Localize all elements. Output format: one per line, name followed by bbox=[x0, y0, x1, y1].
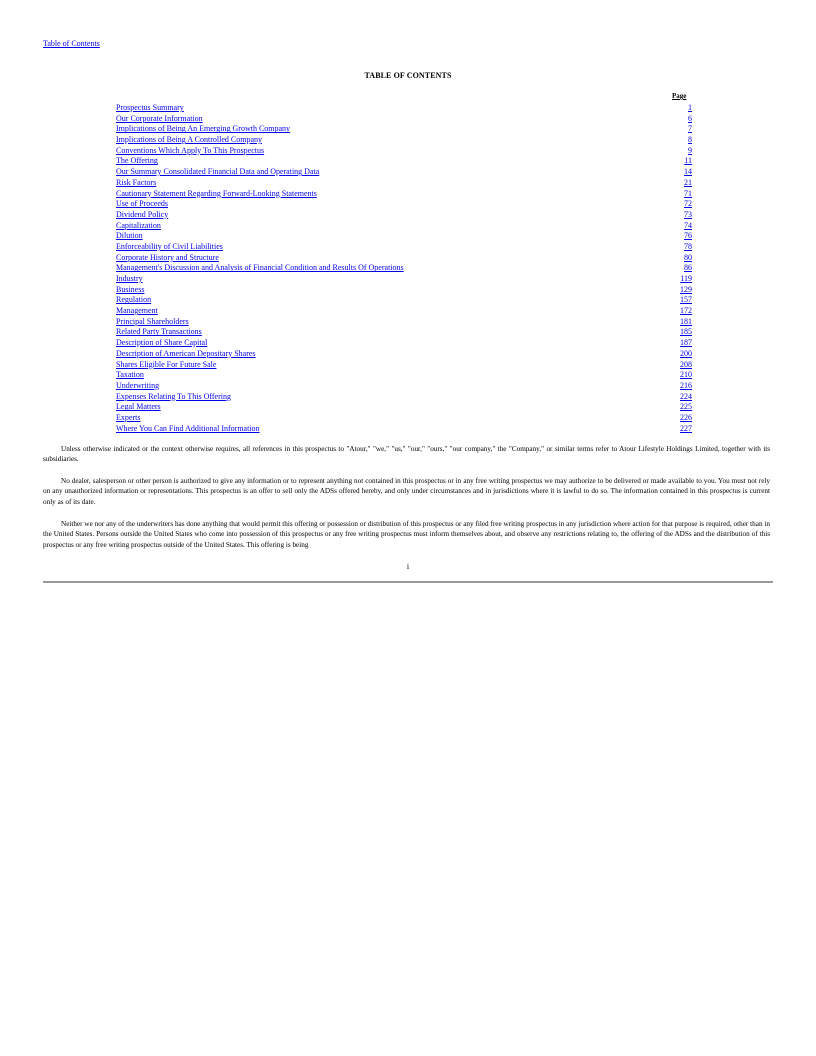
toc-entry-link[interactable]: Regulation bbox=[116, 295, 152, 305]
toc-row bbox=[116, 424, 692, 435]
toc-row bbox=[116, 285, 692, 296]
toc-page-link[interactable]: 227 bbox=[680, 423, 692, 433]
toc-entry-link[interactable]: Industry bbox=[116, 274, 143, 283]
toc-row bbox=[116, 146, 692, 157]
toc-page-link[interactable]: 1 bbox=[688, 103, 692, 112]
toc-row bbox=[116, 413, 692, 424]
toc-row bbox=[116, 167, 692, 178]
toc-page-link[interactable]: 78 bbox=[684, 241, 692, 251]
toc-row bbox=[116, 381, 692, 392]
toc-entry-link[interactable]: Capitalization bbox=[116, 220, 161, 230]
toc-entry-link[interactable]: Management's Discussion and Analysis of Financial Condition and Results Of Operations bbox=[116, 263, 404, 273]
toc-entry-link[interactable]: Enforceability of Civil Liabilities bbox=[116, 241, 223, 251]
toc-page-link[interactable]: 73 bbox=[684, 209, 692, 219]
toc-row bbox=[116, 253, 692, 264]
toc-page-link[interactable]: 208 bbox=[680, 359, 692, 369]
toc-page-link[interactable]: 225 bbox=[680, 402, 692, 412]
toc-page-link[interactable]: 14 bbox=[684, 167, 692, 177]
toc-entry-link[interactable]: Conventions Which Apply To This Prospectus bbox=[116, 145, 265, 155]
toc-entry-link[interactable]: Implications of Being An Emerging Growth Company bbox=[116, 124, 291, 134]
toc-row bbox=[116, 103, 692, 114]
toc-page-link[interactable]: 8 bbox=[688, 135, 692, 145]
page-divider bbox=[43, 581, 773, 583]
toc-row bbox=[116, 156, 692, 167]
toc-row bbox=[116, 370, 692, 381]
toc-entry-link[interactable]: Related Party Transactions bbox=[116, 327, 202, 337]
toc-entry-link[interactable]: Our Corporate Information bbox=[116, 113, 203, 123]
toc-row bbox=[116, 392, 692, 403]
toc-row bbox=[116, 199, 692, 210]
toc-page-link[interactable]: 157 bbox=[680, 295, 692, 305]
toc-page-link[interactable]: 21 bbox=[684, 177, 692, 187]
toc-row bbox=[116, 189, 692, 200]
toc-page-link[interactable]: 76 bbox=[684, 231, 692, 241]
toc-entry-link[interactable]: Prospectus Summary bbox=[116, 103, 184, 112]
toc-page-link[interactable]: 9 bbox=[688, 145, 692, 155]
toc-entry-link[interactable]: Risk Factors bbox=[116, 177, 157, 187]
toc-row bbox=[116, 306, 692, 317]
toc-page-link[interactable]: 86 bbox=[684, 263, 692, 273]
toc-list bbox=[116, 103, 692, 434]
intro-paragraph-1: Unless otherwise indicated or the context otherwise requires, all references in this prospectus to "Atour," "we," "us," "our," "ours," "our company," the "Company," or similar terms refer to Atour Lifestyle Holdings Limited, together with its subsidiaries. bbox=[43, 445, 770, 464]
toc-entry-link[interactable]: Cautionary Statement Regarding Forward-Looking Statements bbox=[116, 188, 317, 198]
toc-row bbox=[116, 317, 692, 328]
toc-page-link[interactable]: 80 bbox=[684, 252, 692, 262]
toc-page-link[interactable]: 172 bbox=[680, 306, 692, 316]
toc-entry-link[interactable]: Experts bbox=[116, 412, 141, 422]
page-column-header: Page bbox=[672, 92, 687, 100]
toc-entry-link[interactable]: Dilution bbox=[116, 231, 143, 241]
toc-row bbox=[116, 210, 692, 221]
toc-page-link[interactable]: 71 bbox=[684, 188, 692, 198]
toc-page-link[interactable]: 216 bbox=[680, 380, 692, 390]
toc-entry-link[interactable]: Expenses Relating To This Offering bbox=[116, 391, 231, 401]
toc-page-link[interactable]: 200 bbox=[680, 348, 692, 358]
toc-page-link[interactable]: 185 bbox=[680, 327, 692, 337]
toc-row bbox=[116, 124, 692, 135]
toc-row bbox=[116, 349, 692, 360]
toc-row bbox=[116, 231, 692, 242]
intro-paragraph-2: No dealer, salesperson or other person is authorized to give any information or to represent anything not contained in this prospectus or in any free writing prospectus we may authorize to be delivered or made available to you. You must not rely on any unauthorized information or representations. This prospectus is an offer to sell only the ADSs offered hereby, and only under circumstances and in jurisdictions where it is lawful to do so. The information contained in this prospectus is current only as of its date. bbox=[43, 477, 770, 506]
toc-page-link[interactable]: 74 bbox=[684, 220, 692, 230]
toc-page-link[interactable]: 226 bbox=[680, 412, 692, 422]
toc-row bbox=[116, 242, 692, 253]
toc-entry-link[interactable]: Dividend Policy bbox=[116, 209, 169, 219]
toc-entry-link[interactable]: Where You Can Find Additional Information bbox=[116, 423, 260, 433]
toc-row bbox=[116, 114, 692, 125]
toc-page-link[interactable]: 6 bbox=[688, 113, 692, 123]
toc-entry-link[interactable]: Corporate History and Structure bbox=[116, 252, 219, 262]
intro-paragraph-3: Neither we nor any of the underwriters has done anything that would permit this offering or possession or distribution of this prospectus or any filed free writing prospectus in any jurisdiction where action for that purpose is required, other than in the United States. Persons outside the United States who come into possession of this prospectus or any free writing prospectus must inform themselves about, and observe any restrictions relating to, the offering of the ADSs and the distribution of this prospectus or any free writing prospectus outside of the United States. This offering is being bbox=[43, 520, 770, 549]
toc-row bbox=[116, 327, 692, 338]
toc-row bbox=[116, 178, 692, 189]
table-of-contents-link[interactable]: Table of Contents bbox=[43, 39, 100, 48]
toc-page-link[interactable]: 11 bbox=[684, 156, 692, 166]
page-number: i bbox=[406, 562, 410, 571]
toc-entry-link[interactable]: Legal Matters bbox=[116, 402, 161, 412]
toc-row bbox=[116, 221, 692, 232]
toc-entry-link[interactable]: Our Summary Consolidated Financial Data and Operating Data bbox=[116, 167, 320, 177]
toc-page-link[interactable]: 7 bbox=[688, 124, 692, 134]
toc-page-link[interactable]: 224 bbox=[680, 391, 692, 401]
toc-entry-link[interactable]: Shares Eligible For Future Sale bbox=[116, 359, 217, 369]
toc-row bbox=[116, 295, 692, 306]
toc-row bbox=[116, 274, 692, 285]
toc-entry-link[interactable]: Use of Proceeds bbox=[116, 199, 168, 209]
toc-page-link[interactable]: 72 bbox=[684, 199, 692, 209]
toc-row bbox=[116, 360, 692, 371]
toc-entry-link[interactable]: The Offering bbox=[116, 156, 158, 166]
toc-entry-link[interactable]: Management bbox=[116, 306, 158, 316]
toc-entry-link[interactable]: Business bbox=[116, 284, 145, 294]
toc-title: TABLE OF CONTENTS bbox=[364, 71, 452, 80]
toc-entry-link[interactable]: Principal Shareholders bbox=[116, 316, 189, 326]
toc-row bbox=[116, 263, 692, 274]
toc-page-link[interactable]: 187 bbox=[680, 338, 692, 348]
toc-entry-link[interactable]: Description of American Depositary Shares bbox=[116, 348, 256, 358]
toc-row bbox=[116, 402, 692, 413]
toc-row bbox=[116, 135, 692, 146]
toc-row bbox=[116, 338, 692, 349]
toc-page-link[interactable]: 181 bbox=[680, 316, 692, 326]
toc-page-link[interactable]: 210 bbox=[680, 370, 692, 380]
toc-entry-link[interactable]: Underwriting bbox=[116, 380, 160, 390]
toc-page-link[interactable]: 129 bbox=[680, 284, 692, 294]
toc-entry-link[interactable]: Implications of Being A Controlled Company bbox=[116, 135, 262, 145]
toc-entry-link[interactable]: Description of Share Capital bbox=[116, 338, 208, 348]
toc-page-link[interactable]: 119 bbox=[680, 274, 692, 283]
toc-entry-link[interactable]: Taxation bbox=[116, 370, 144, 380]
